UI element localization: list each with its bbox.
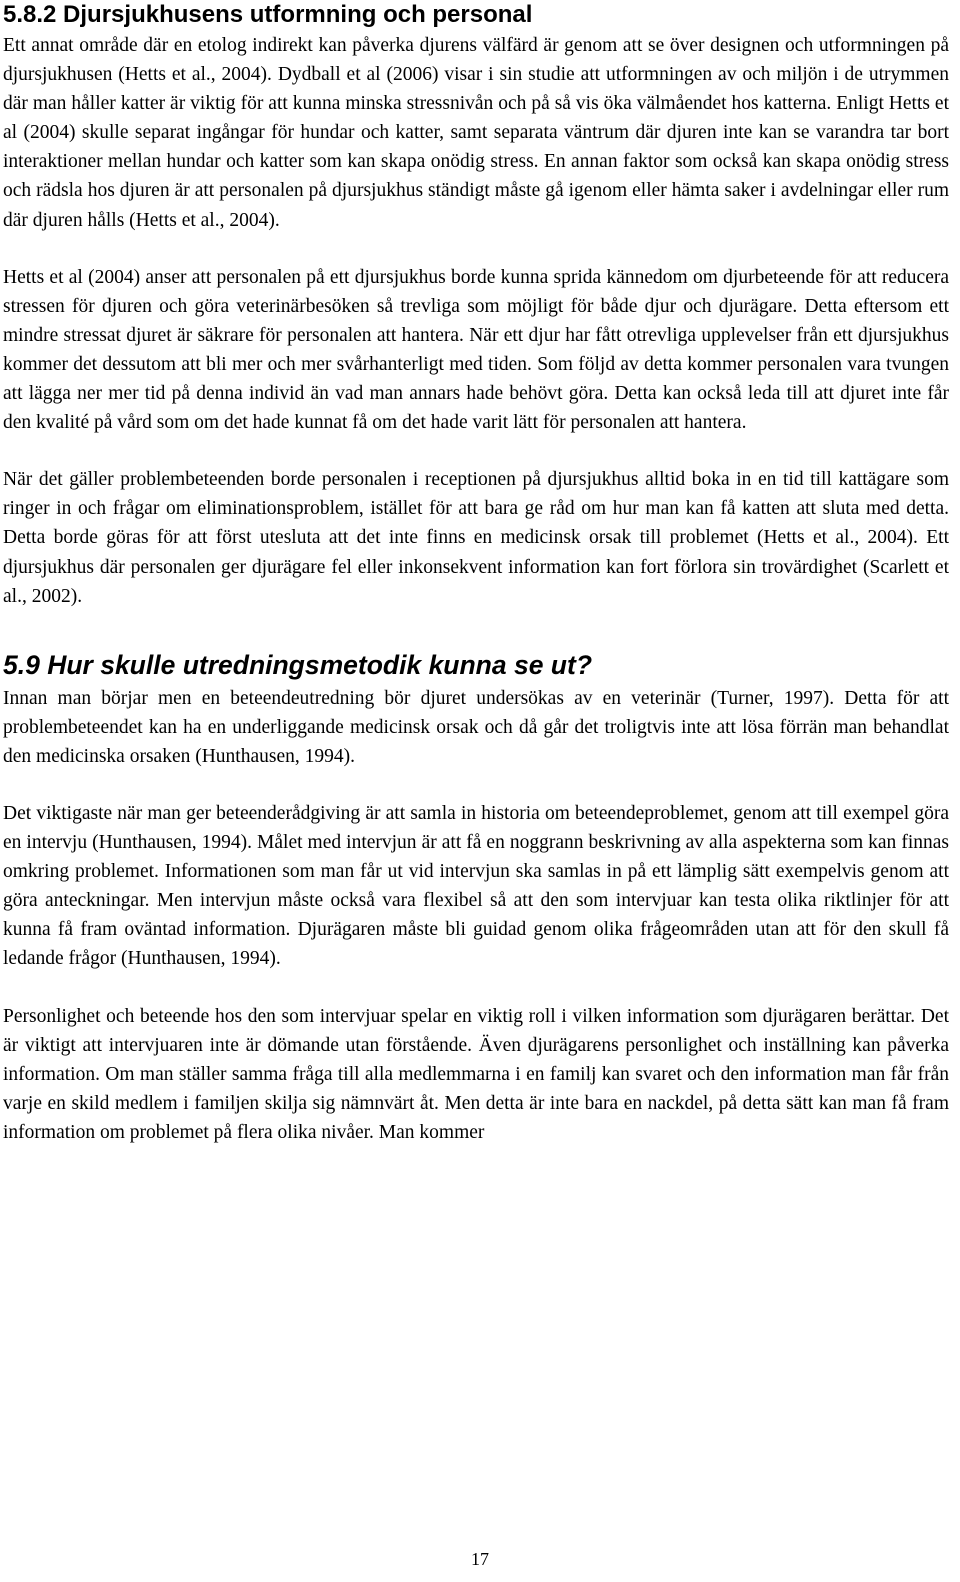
paragraph: Hetts et al (2004) anser att personalen på ett djursjukhus borde kunna sprida kännedom om djurbeteende för att reducera stressen för djuren och göra veterinärbesöken så trevliga som möjligt för både djur och djurägare. Detta eftersom ett mindre stressat djuret är säkrare för personalen att hantera. När ett djur har fått otrevliga upplevelser från ett djursjukhus kommer det dessutom att bli mer och mer svårhanterligt med tiden. Som följd av detta kommer personalen vara tvungen att lägga ner mer tid på denna individ än vad man annars hade behövt göra. Detta kan också leda till att djuret inte får den kvalité på vård som om det hade kunnat få om det hade varit lätt för personalen att hantera. (3, 266, 949, 434)
paragraph: Personlighet och beteende hos den som intervjuar spelar en viktig roll i vilken information som djurägaren berättar. Det är viktigt att intervjuaren inte är dömande utan förstående. Även djurägarens personlighet och inställning kan påverka information. Om man ställer samma fråga till alla medlemmarna i en familj kan svaret och den information man får från varje en skild medlem i familjen skilja sig nämnvärt åt. Men detta är inte bara en nackdel, på detta sätt kan man få fram information om problemet på flera olika nivåer. Man kommer (3, 1005, 949, 1143)
paragraph: Ett annat område där en etolog indirekt kan påverka djurens välfärd är genom att se över designen och utformningen på djursjukhusen (Hetts et al., 2004). Dydball et al (2006) visar i sin studie att utformningen av och miljön i de utrymmen där man håller katter är viktig för att kunna minska stressnivån och på så vis öka välmåendet hos katterna. Enligt Hetts et al (2004) skulle separat ingångar för hundar och katter, samt separata väntrum där djuren inte kan se varandra tar bort interaktioner mellan hundar och katter som kan skapa onödig stress. En annan faktor som också kan skapa onödig stress och rädsla hos djuren är att personalen på djursjukhus ständigt måste gå igenom eller hämta saker i avdelningar eller rum där djuren hålls (Hetts et al., 2004). (3, 35, 949, 231)
document-page (3, 0, 949, 1147)
page-number: 17 (471, 1549, 489, 1569)
paragraph: När det gäller problembeteenden borde personalen i receptionen på djursjukhus alltid boka in en tid till kattägare som ringer in och frågar om eliminationsproblem, istället för att bara ge råd om hur man kan få katten att sluta med detta. Detta borde göras för att först utesluta att det inte finns en medicinsk orsak till problemet (Hetts et al., 2004). Ett djursjukhus där personalen ger djurägare fel eller inkonsekvent information kan fort förlora sin trovärdighet (Scarlett et al., 2002). (3, 469, 949, 607)
paragraph: Det viktigaste när man ger beteenderådgiving är att samla in historia om beteendeproblemet, genom att till exempel göra en intervju (Hunthausen, 1994). Målet med intervjun är att få en noggrann beskrivning av alla aspekterna som kan finnas omkring problemet. Informationen som man får ut vid intervjun ska samlas in på ett lämplig sätt exempelvis genom att göra anteckningar. Men intervjun måste också vara flexibel så att den som intervjuar kan testa olika riktlinjer för att kunna få fram oväntad information. Djurägaren måste bli guidad genom olika frågeområden utan att för den skull få ledande frågor (Hunthausen, 1994). (3, 802, 949, 970)
section-heading: 5.9 Hur skulle utredningsmetodik kunna se ut? (3, 649, 593, 680)
paragraph: Innan man börjar men en beteendeutredning bör djuret undersökas av en veterinär (Turner, 1997). Detta för att problembeteendet kan ha en underliggande medicinsk orsak och då går det troligtvis inte att lösa förrän man behandlat den medicinska orsaken (Hunthausen, 1994). (3, 687, 949, 767)
section-heading: 5.8.2 Djursjukhusens utformning och personal (3, 1, 533, 28)
